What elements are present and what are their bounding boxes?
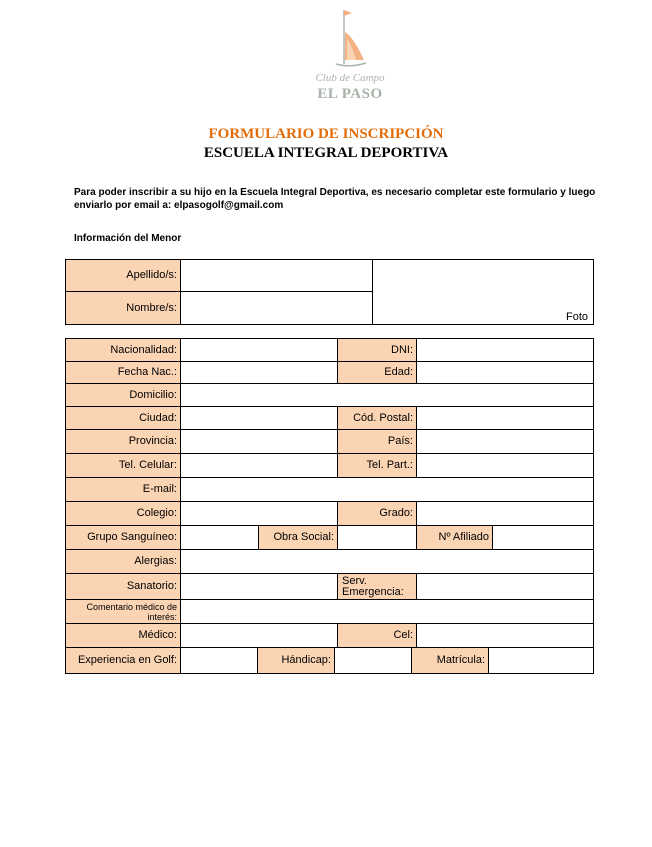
tel-celular-field[interactable] [180,453,338,478]
handicap-field[interactable] [334,647,412,674]
grupo-sanguineo-label: Grupo Sanguíneo: [65,525,181,550]
photo-label: Foto [566,311,589,323]
form-subtitle: ESCUELA INTEGRAL DEPORTIVA [203,145,449,161]
obra-social-label: Obra Social: [258,525,338,550]
tel-part-label: Tel. Part.: [337,453,417,478]
ciudad-label: Ciudad: [65,406,181,430]
nombre-field[interactable] [180,291,373,325]
sanatorio-field[interactable] [180,573,338,600]
logo-name-text: EL PASO [317,86,383,102]
n-afiliado-field[interactable] [492,525,594,550]
nombre-label: Nombre/s: [65,291,181,325]
tel-part-field[interactable] [416,453,594,478]
logo-club-text: Club de Campo [315,72,385,84]
intro-text: Para poder inscribir a su hijo en la Escuela Integral Deportiva, es necesario completar este formulario y luego enviarlo por email a: elpasogolf@gmail.com [74,187,596,211]
provincia-label: Provincia: [65,429,181,454]
pais-field[interactable] [416,429,594,454]
handicap-label: Hándicap: [257,647,335,674]
provincia-field[interactable] [180,429,338,454]
email-field[interactable] [180,477,594,502]
dni-label: DNI: [337,338,417,362]
experiencia-golf-label: Experiencia en Golf: [65,647,181,674]
experiencia-golf-field[interactable] [180,647,258,674]
cel-label: Cel: [337,623,417,648]
matricula-field[interactable] [488,647,594,674]
apellido-label: Apellido/s: [65,259,181,292]
serv-emergencia-label: Serv. Emergencia: [337,573,417,600]
colegio-field[interactable] [180,501,338,526]
photo-box[interactable] [372,259,594,325]
alergias-field[interactable] [180,549,594,574]
ciudad-field[interactable] [180,406,338,430]
form-title: FORMULARIO DE INSCRIPCIÓN [208,126,444,142]
medico-label: Médico: [65,623,181,648]
fecha-nac-label: Fecha Nac.: [65,361,181,384]
club-logo [300,8,400,100]
grado-label: Grado: [337,501,417,526]
edad-label: Edad: [337,361,417,384]
cel-field[interactable] [416,623,594,648]
email-label: E-mail: [65,477,181,502]
tel-celular-label: Tel. Celular: [65,453,181,478]
grado-field[interactable] [416,501,594,526]
serv-emergencia-field[interactable] [416,573,594,600]
pais-label: País: [337,429,417,454]
grupo-sanguineo-field[interactable] [180,525,259,550]
comentario-label: Comentario médico de interés: [65,599,181,624]
cod-postal-field[interactable] [416,406,594,430]
sanatorio-label: Sanatorio: [65,573,181,600]
edad-field[interactable] [416,361,594,384]
domicilio-label: Domicilio: [65,383,181,407]
nacionalidad-label: Nacionalidad: [65,338,181,362]
fecha-nac-field[interactable] [180,361,338,384]
colegio-label: Colegio: [65,501,181,526]
matricula-label: Matrícula: [411,647,489,674]
n-afiliado-label: Nº Afiliado [416,525,493,550]
medico-field[interactable] [180,623,338,648]
alergias-label: Alergias: [65,549,181,574]
obra-social-field[interactable] [337,525,417,550]
apellido-field[interactable] [180,259,373,292]
dni-field[interactable] [416,338,594,362]
flag-sail-icon [330,8,370,72]
domicilio-field[interactable] [180,383,594,407]
comentario-field[interactable] [180,599,594,624]
nacionalidad-field[interactable] [180,338,338,362]
cod-postal-label: Cód. Postal: [337,406,417,430]
section-title: Información del Menor [74,233,182,244]
